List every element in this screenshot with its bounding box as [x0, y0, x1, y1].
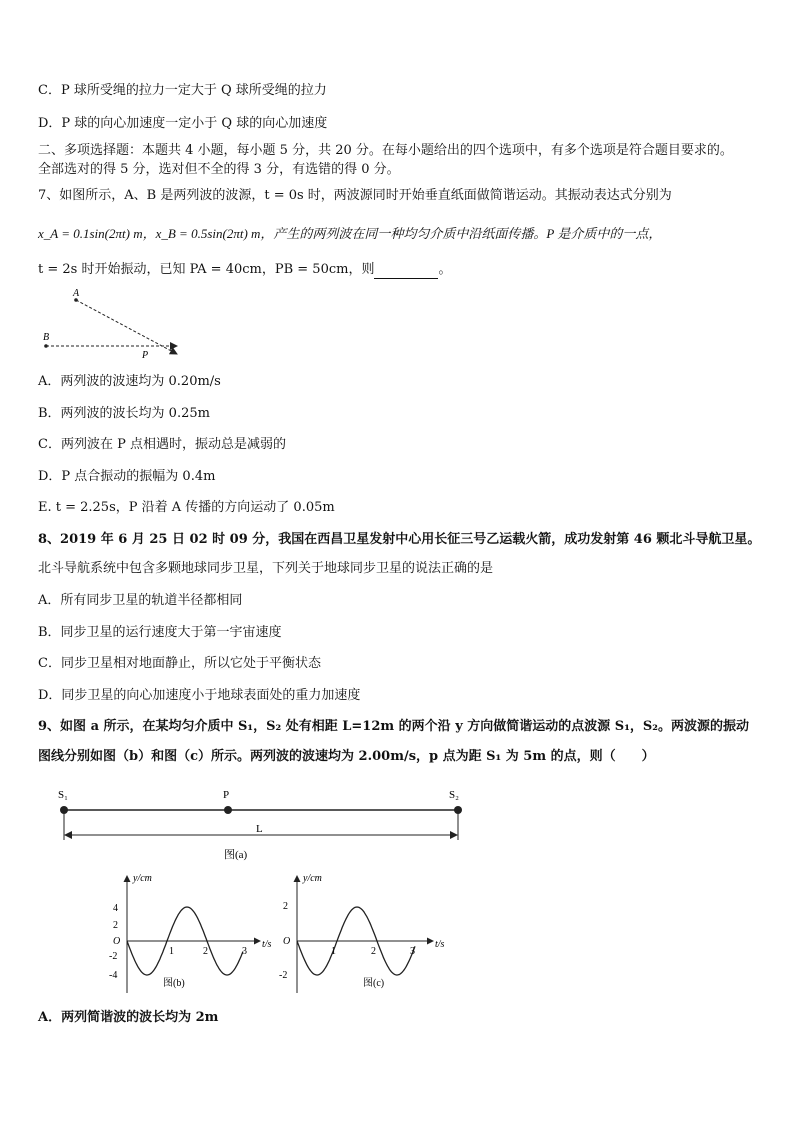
label-b: B: [43, 332, 50, 343]
section-heading-line1: 二、多项选择题：本题共 4 小题，每小题 5 分，共 20 分。在每小题给出的四个选项中，有多个选项是符合题目要求的。: [38, 143, 733, 158]
xtick-2: 2: [371, 946, 376, 957]
q7-stem-line3: [38, 262, 451, 279]
q7-option-e: E. t = 2.25s，P 沿着 A 传播的方向运动了 0.05m: [38, 500, 335, 515]
ytick-4: 4: [113, 903, 118, 914]
q8-option-c: C．同步卫星相对地面静止，所以它处于平衡状态: [38, 656, 321, 671]
q9-stem-line1: 9、如图 a 所示，在某均匀介质中 S₁，S₂ 处有相距 L=12m 的两个沿 y 方向做简谐运动的点波源 S₁，S₂。两波源的振动: [38, 719, 749, 734]
q9-stem-line2: 图线分别如图（b）和图（c）所示。两列波的波速均为 2.00m/s，p 点为距 S₁ 为 5m 的点，则（ ）: [38, 749, 655, 764]
q7-stem-line2: x_A = 0.1sin(2πt) m，x_B = 0.5sin(2πt) m，产生的两列波在同一种均匀介质中沿纸面传播。P 是介质中的一点，: [38, 226, 662, 241]
ytick-2: 2: [283, 901, 288, 912]
origin-label: O: [283, 936, 291, 947]
q7-stem-text: t = 2s 时开始振动，已知 PA = 40cm，PB = 50cm，则: [38, 262, 375, 277]
xtick-3: 3: [410, 946, 415, 957]
ytick-neg2: -2: [279, 970, 288, 981]
q8-option-a: A．所有同步卫星的轨道半径都相同: [38, 593, 243, 608]
label-l: L: [256, 823, 263, 835]
q7-stem-end: 。: [438, 262, 452, 277]
xtick-2: 2: [203, 946, 208, 957]
label-p: P: [142, 350, 149, 361]
ytick-neg2: -2: [109, 951, 118, 962]
caption-b: 图(b): [163, 978, 185, 989]
section-heading-line2: 全部选对的得 5 分，选对但不全的得 3 分，有选错的得 0 分。: [38, 162, 400, 177]
q7-figure: [36, 288, 186, 363]
q8-stem-line2: 北斗导航系统中包含多颗地球同步卫星，下列关于地球同步卫星的说法正确的是: [38, 561, 494, 576]
q8-option-b: B．同步卫星的运行速度大于第一宇宙速度: [38, 625, 282, 640]
xtick-1: 1: [169, 946, 174, 957]
q7-option-d: D．P 点合振动的振幅为 0.4m: [38, 469, 216, 484]
q7-option-c: C．两列波在 P 点相遇时，振动总是减弱的: [38, 437, 286, 452]
figure-a: [50, 782, 470, 862]
q8-stem-line1: 8、2019 年 6 月 25 日 02 时 09 分，我国在西昌卫星发射中心用长征三号乙运载火箭，成功发射第 46 颗北斗导航卫星。: [38, 532, 761, 547]
y-axis-label: y/cm: [303, 873, 322, 884]
figure-b-chart: [105, 868, 275, 996]
q7-option-b: B．两列波的波长均为 0.25m: [38, 406, 210, 421]
label-a: A: [73, 288, 80, 299]
figure-c-chart: [275, 868, 450, 996]
label-p-fig-a: P: [223, 789, 230, 801]
q8-option-d: D．同步卫星的向心加速度小于地球表面处的重力加速度: [38, 688, 361, 703]
label-s2: S₂: [449, 789, 459, 801]
option-d-prev: D．P 球的向心加速度一定小于 Q 球的向心加速度: [38, 116, 328, 131]
answer-blank: [374, 262, 438, 279]
caption-a: 图(a): [224, 849, 248, 861]
q9-option-a: A．两列简谐波的波长均为 2m: [38, 1010, 219, 1025]
q7-stem-line1: 7、如图所示，A、B 是两列波的波源，t = 0s 时，两波源同时开始垂直纸面做简谐运动。其振动表达式分别为: [38, 188, 672, 203]
origin-label: O: [113, 936, 121, 947]
p-dot: [224, 806, 232, 814]
xtick-1: 1: [331, 946, 336, 957]
x-axis-label: t/s: [435, 939, 445, 950]
x-axis-label: t/s: [262, 939, 272, 950]
ytick-neg4: -4: [109, 970, 118, 981]
caption-c: 图(c): [363, 978, 385, 989]
option-c-prev: C．P 球所受绳的拉力一定大于 Q 球所受绳的拉力: [38, 83, 327, 98]
label-s1: S₁: [58, 789, 68, 801]
ytick-2: 2: [113, 920, 118, 931]
y-axis-label: y/cm: [133, 873, 152, 884]
q7-option-a: A．两列波的波速均为 0.20m/s: [38, 374, 221, 389]
xtick-3: 3: [242, 946, 247, 957]
